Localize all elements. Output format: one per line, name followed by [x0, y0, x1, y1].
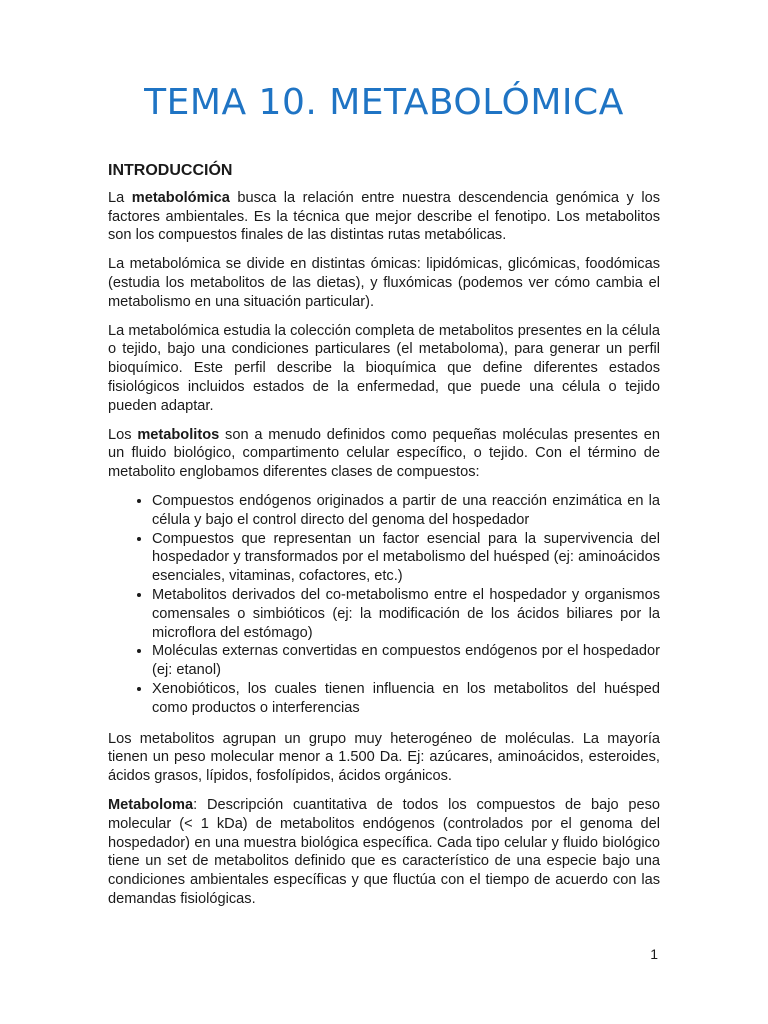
- bold-term-metabolitos: metabolitos: [137, 426, 220, 443]
- text-run: Los: [108, 426, 138, 443]
- list-item: • Xenobióticos, los cuales tienen influencia en los metabolitos del huésped como productos o interferencias: [152, 680, 660, 718]
- text-run: son a menudo definidos como pequeñas moléculas presentes en un fluido biológico, compartimento celular específico, o tejido. Con el término de metabolito englobamos diferentes clases de compuestos:: [108, 426, 660, 481]
- document-body: [108, 162, 660, 919]
- paragraph-metabolomica-intro: [108, 189, 660, 245]
- paragraph-omicas: La metabolómica se divide en distintas ómicas: lipidómicas, glicómicas, foodómicas (estudia los metabolitos de las dietas), y fluxómicas (podemos ver cómo cambia el metabolismo en una situación particular).: [108, 256, 660, 310]
- paragraph-coleccion: La metabolómica estudia la colección completa de metabolitos presentes en la célula o tejido, bajo una condiciones particulares (el metaboloma), para generar un perfil bioquímico. Este perfil describe la bioquímica que define diferentes estados fisiológicos incluidos estados de la enfermedad, que puede una célula o tejido pueden adaptar.: [108, 322, 660, 414]
- list-item: • Compuestos endógenos originados a partir de una reacción enzimática en la célula y bajo el control directo del genoma del hospedador: [152, 492, 660, 530]
- text-run: : Descripción cuantitativa de todos los compuestos de bajo peso molecular (< 1 kDa) de metabolitos endógenos (controlados por el genoma del hospedador) en una muestra biológica específica. Cada tipo celular y fluido biológico tiene un set de metabolitos definido que es característico de una especie bajo una condiciones ambientales específicas y que fluctúa con el tiempo de acuerdo con las demandas fisiológicas.: [108, 796, 660, 907]
- list-item: • Compuestos que representan un factor esencial para la supervivencia del hospedador y transformados por el metabolismo del huésped (ej: aminoácidos esenciales, vitaminas, cofactores, etc.): [152, 530, 660, 586]
- text-run: La: [108, 189, 132, 206]
- section-heading: INTRODUCCIÓN: [108, 162, 233, 179]
- bold-term-metaboloma: Metaboloma: [108, 796, 194, 813]
- list-item: • Metabolitos derivados del co-metabolismo entre el hospedador y organismos comensales o simbióticos (ej: la modificación de los ácidos biliares por la microflora del estómago): [152, 586, 660, 642]
- page-title: TEMA 10. METABOLÓMICA: [144, 82, 624, 123]
- bold-term-metabolomica: metabolómica: [131, 189, 230, 206]
- text-run: busca la relación entre nuestra descendencia genómica y los factores ambientales. Es la técnica que mejor describe el fenotipo. Los metabolitos son los compuestos finales de las distintas rutas metabólicas.: [108, 189, 660, 244]
- paragraph-metabolitos: [108, 426, 660, 482]
- compound-classes-list: [108, 492, 660, 718]
- list-item: • Moléculas externas convertidas en compuestos endógenos por el hospedador (ej: etanol): [152, 642, 660, 680]
- paragraph-metaboloma: [108, 796, 660, 909]
- page-number: 1: [650, 946, 658, 962]
- paragraph-heterogeneo: Los metabolitos agrupan un grupo muy heterogéneo de moléculas. La mayoría tienen un peso molecular menor a 1.500 Da. Ej: azúcares, aminoácidos, esteroides, ácidos grasos, lípidos, fosfolípidos, ácidos orgánicos.: [108, 730, 660, 785]
